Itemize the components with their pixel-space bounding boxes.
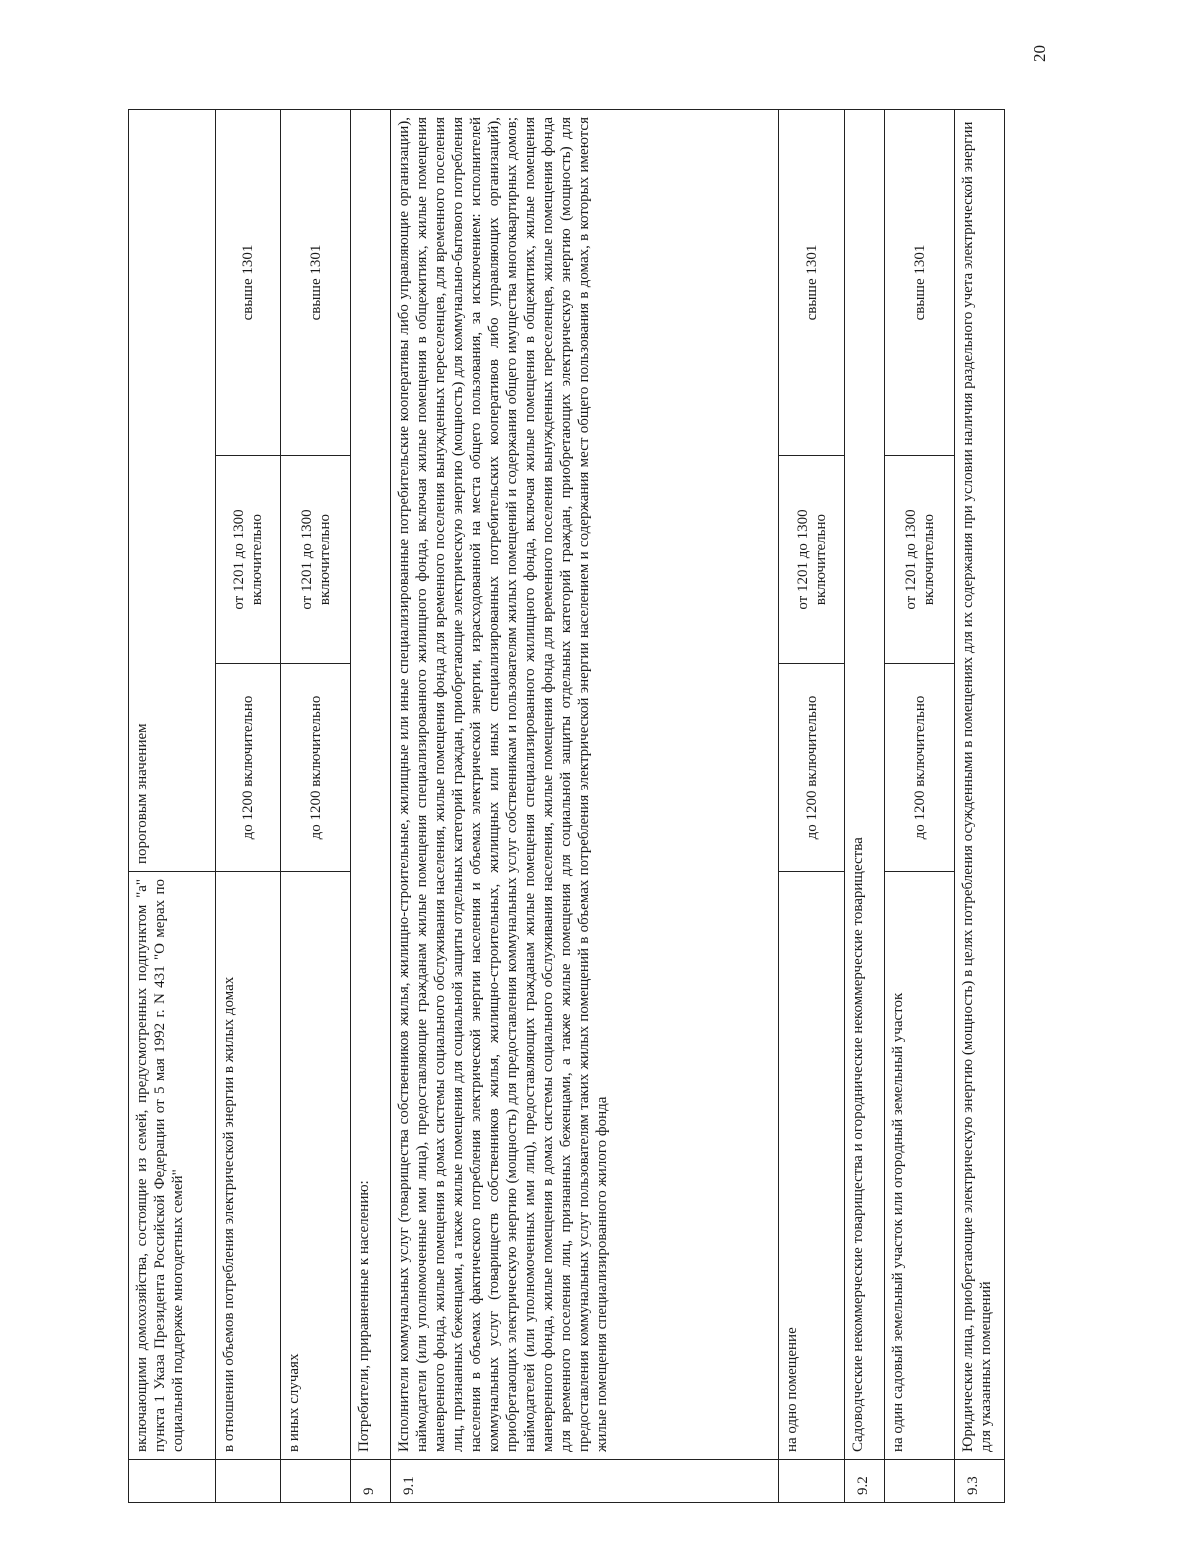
row-number: 9.2: [845, 1460, 885, 1503]
value-upper-range: свыше 1301: [281, 110, 351, 456]
row-description: включающими домохозяйства, состоящие из семей, предусмотренных подпунктом "а" пункта 1 Указа Президента Российской Федерации от 5 мая 1992 г. N 431 "О мерах по социальной поддержке многодетных семей": [129, 872, 216, 1460]
table-row: [955, 110, 1005, 1503]
table-row: [216, 110, 281, 1503]
value-lower-range: до 1200 включительно: [885, 664, 955, 872]
tariff-table: [128, 109, 1005, 1503]
row-description: на одно помещение: [779, 872, 845, 1460]
merged-value-cell: пороговым значением: [129, 110, 216, 872]
row-number-cell: [281, 1460, 351, 1503]
table-row: [885, 110, 955, 1503]
value-upper-range: свыше 1301: [779, 110, 845, 456]
table-row: [351, 110, 391, 1503]
value-middle-range: от 1201 до 1300 включительно: [885, 456, 955, 664]
row-description: в иных случаях: [281, 872, 351, 1460]
row-description: Садоводческие некоммерческие товарищества и огороднические некоммерческие товарищества: [845, 110, 885, 1460]
row-description: Юридические лица, приобретающие электрическую энергию (мощность) в целях потребления осужденными в помещениях для их содержания при условии наличия раздельного учета электрической энергии для указанных помещений: [955, 110, 1005, 1460]
row-description: в отношении объемов потребления электрической энергии в жилых домах: [216, 872, 281, 1460]
value-upper-range: свыше 1301: [216, 110, 281, 456]
value-middle-range: от 1201 до 1300 включительно: [779, 456, 845, 664]
row-number: 9: [351, 1460, 391, 1503]
row-number-cell: [216, 1460, 281, 1503]
table-row: [129, 110, 216, 1503]
row-number: 9.3: [955, 1460, 1005, 1503]
value-lower-range: до 1200 включительно: [779, 664, 845, 872]
value-upper-range: свыше 1301: [885, 110, 955, 456]
row-number: 9.1: [391, 1460, 779, 1503]
section-heading: Потребители, приравненные к населению:: [351, 110, 391, 1460]
table-row: [779, 110, 845, 1503]
value-lower-range: до 1200 включительно: [216, 664, 281, 872]
table-row: [391, 110, 779, 1503]
row-description: на один садовый земельный участок или огородный земельный участок: [885, 872, 955, 1460]
rotated-table-container: [128, 110, 1036, 1503]
table-row: [845, 110, 885, 1503]
row-number-cell: [885, 1460, 955, 1503]
page-number: 20: [1030, 45, 1049, 62]
value-lower-range: до 1200 включительно: [281, 664, 351, 872]
value-middle-range: от 1201 до 1300 включительно: [281, 456, 351, 664]
row-number-cell: [779, 1460, 845, 1503]
value-middle-range: от 1201 до 1300 включительно: [216, 456, 281, 664]
row-description: Исполнители коммунальных услуг (товарищества собственников жилья, жилищно-строительные, жилищные или иные специализированные потребительские кооперативы либо управляющие организации), наймодатели (или уполномоченные ими лица), предоставляющие гражданам жилые помещения специализированного жилищного фонда, включая жилые помещения в общежитиях, жилые помещения маневренного фонда, жилые помещения в домах системы социального обслуживания населения, жилые помещения фонда для временного поселения вынужденных переселенцев, для временного поселения лиц, признанных беженцами, а также жилые помещения для социальной защиты отдельных категорий граждан, приобретающие электрическую энергию (мощность) для коммунально-бытового потребления населения в объемах фактического потребления электрической энергии населения и объемах электрической энергии, израсходованной на места общего пользования, за исключением: исполнителей коммунальных услуг (товариществ собственников жилья, жилищно-строительных, жилищных или иных специализированных потребительских кооперативов либо управляющих организаций), приобретающих электрическую энергию (мощность) для предоставления коммунальных услуг собственникам и пользователям жилых помещений и содержания общего имущества многоквартирных домов; наймодателей (или уполномоченных ими лиц), предоставляющих гражданам жилые помещения специализированного жилищного фонда, включая жилые помещения в общежитиях, жилые помещения маневренного фонда, жилые помещения в домах системы социального обслуживания населения, жилые помещения фонда для временного поселения вынужденных переселенцев, жилые помещения фонда для временного поселения лиц, признанных беженцами, а также жилые помещения для социальной защиты отдельных категорий граждан, приобретающих электрическую энергию (мощность) для предоставления коммунальных услуг пользователям таких жилых помещений в объемах потребления электрической энергии населением и содержания мест общего пользования в домах, в которых имеются жилые помещения специализированного жилого фонда: [391, 110, 779, 1460]
table-row: [281, 110, 351, 1503]
row-number-cell: [129, 1460, 216, 1503]
